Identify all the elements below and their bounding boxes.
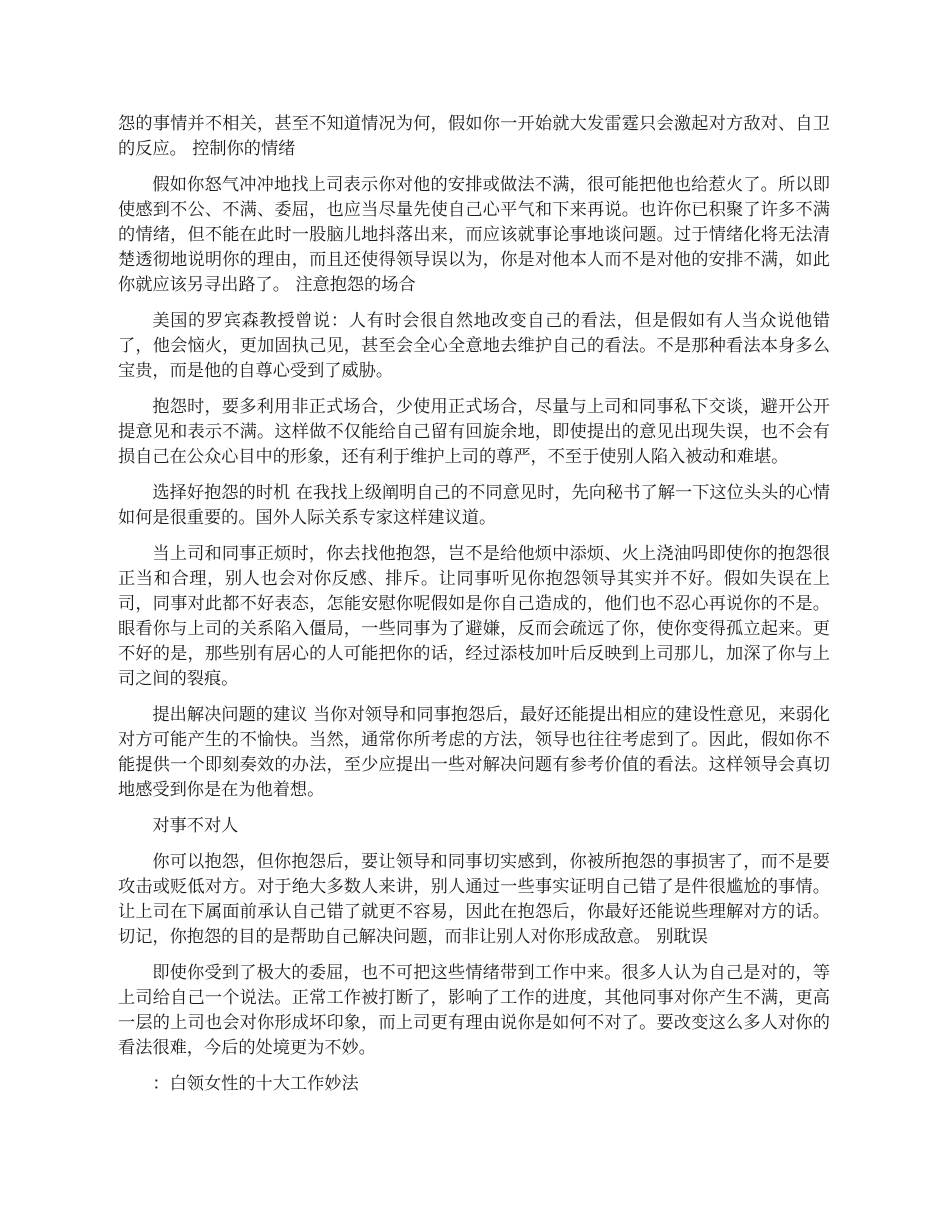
paragraph-10: 即使你受到了极大的委屈，也不可把这些情绪带到工作中来。很多人认为自己是对的，等上司给自己一个说法。正常工作被打断了，影响了工作的进度，其他同事对你产生不满，更高一层的上司也会对你形成坏印象，而上司更有理由说你是如何不对了。要改变这么多人对你的看法很难，今后的处境更为不妙。 [118, 963, 830, 1058]
paragraph-3: 美国的罗宾森教授曾说：人有时会很自然地改变自己的看法，但是假如有人当众说他错了，他会恼火，更加固执己见，甚至会全心全意地去维护自己的看法。不是那种看法本身多么宝贵，而是他的自尊心受到了威胁。 [118, 311, 830, 381]
paragraph-9: 你可以抱怨，但你抱怨后，要让领导和同事切实感到，你被所抱怨的事损害了，而不是要攻击或贬低对方。对于绝大多数人来讲，别人通过一些事实证明自己错了是件很尴尬的事情。让上司在下属面前承认自己错了就更不容易，因此在抱怨后，你最好还能说些理解对方的话。切记，你抱怨的目的是帮助自己解决问题，而非让别人对你形成敌意。 别耽误 [118, 852, 830, 947]
section-heading-issue-not-person: 对事不对人 [152, 816, 239, 836]
paragraph-6: 当上司和同事正烦时，你去找他抱怨，岂不是给他烦中添烦、火上浇油吗即使你的抱怨很正当和合理，别人也会对你反感、排斥。让同事听见你抱怨领导其实并不好。假如失误在上司，同事对此都不好表态，怎能安慰你呢假如是你自己造成的，他们也不忍心再说你的不是。眼看你与上司的关系陷入僵局，一些同事为了避嫌，反而会疏远了你，使你变得孤立起来。更不好的是，那些别有居心的人可能把你的话，经过添枝加叶后反映到上司那儿，加深了你与上司之间的裂痕。 [118, 544, 830, 689]
paragraph-2: 假如你怒气冲冲地找上司表示你对他的安排或做法不满，很可能把他也给惹火了。所以即使感到不公、不满、委屈，也应当尽量先使自己心平气和下来再说。也许你已积聚了许多不满的情绪，但不能在此时一股脑儿地抖落出来，而应该就事论事地谈问题。过于情绪化将无法清楚透彻地说明你的理由，而且还使得领导误以为，你是对他本人而不是对他的安排不满，如此你就应该另寻出路了。 注意抱怨的场合 [118, 175, 830, 295]
closing-line: ：白领女性的十大工作妙法 [152, 1074, 359, 1094]
paragraph-5: 选择好抱怨的时机 在我找上级阐明自己的不同意见时，先向秘书了解一下这位头头的心情如何是很重要的。国外人际关系专家这样建议道。 [118, 483, 830, 528]
paragraph-1: 怨的事情并不相关，甚至不知道情况为何，假如你一开始就大发雷霆只会激起对方敌对、自卫的反应。 控制你的情绪 [118, 114, 830, 159]
document-body [118, 112, 830, 1108]
paragraph-4: 抱怨时，要多利用非正式场合，少使用正式场合，尽量与上司和同事私下交谈，避开公开提意见和表示不满。这样做不仅能给自己留有回旋余地，即使提出的意见出现失误，也不会有损自己在公众心目中的形象，还有利于维护上司的尊严，不至于使别人陷入被动和难堪。 [118, 397, 830, 467]
paragraph-7: 提出解决问题的建议 当你对领导和同事抱怨后，最好还能提出相应的建设性意见，来弱化对方可能产生的不愉快。当然，通常你所考虑的方法，领导也往往考虑到了。因此，假如你不能提供一个即刻奏效的办法，至少应提出一些对解决问题有参考价值的看法。这样领导会真切地感受到你是在为他着想。 [118, 705, 830, 800]
